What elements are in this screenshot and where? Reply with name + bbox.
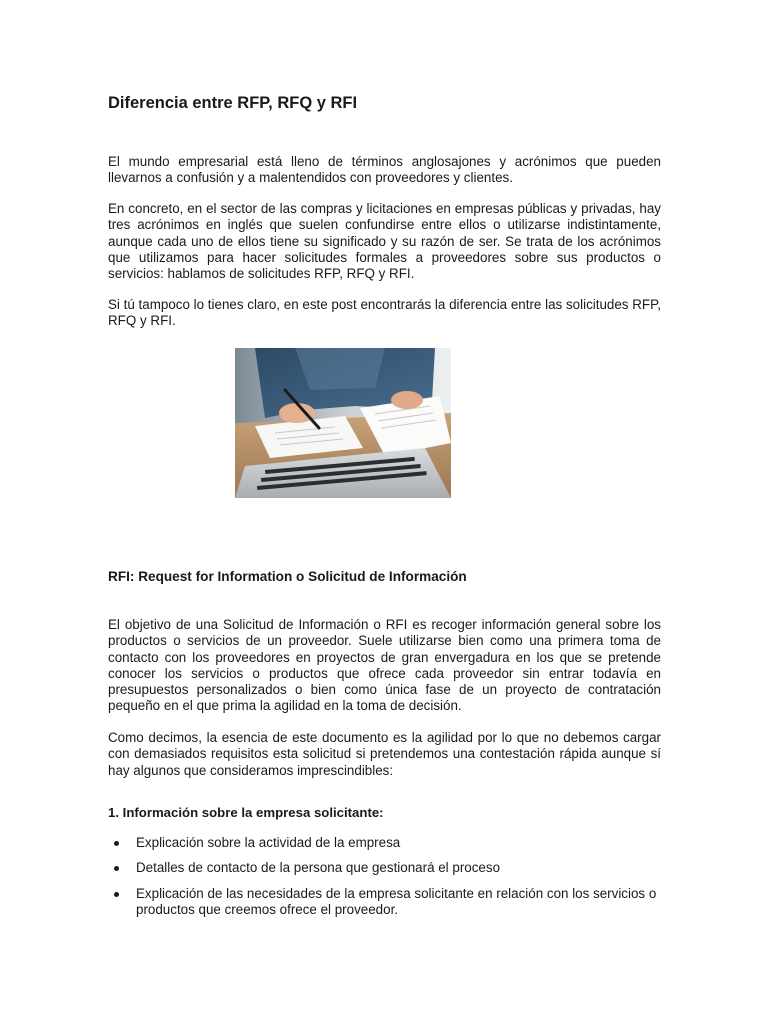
list-item — [108, 886, 661, 919]
office-photo — [235, 348, 451, 498]
photo-illustration — [235, 348, 451, 498]
list-item-text: Explicación de las necesidades de la empresa solicitante en relación con los servicios o productos que creemos ofrece el proveedor. — [136, 885, 657, 917]
bullet-icon — [114, 841, 119, 846]
rfi-paragraph-2: Como decimos, la esencia de este documento es la agilidad por lo que no debemos cargar con demasiados requisitos esta solicitud si pretendemos una contestación rápida aunque sí hay algunos que consideramos imprescindibles: — [108, 730, 661, 778]
intro-paragraph-3: Si tú tampoco lo tienes claro, en este post encontrarás la diferencia entre las solicitudes RFP, RFQ y RFI. — [108, 297, 661, 329]
intro-paragraph-1: El mundo empresarial está lleno de términos anglosajones y acrónimos que pueden llevarnos a confusión y a malentendidos con proveedores y clientes. — [108, 154, 661, 186]
rfi-section-heading: RFI: Request for Information o Solicitud de Información — [108, 569, 467, 584]
rfi-subheading: 1. Información sobre la empresa solicitante: — [108, 805, 384, 820]
requirements-list — [108, 835, 661, 927]
list-item — [108, 835, 661, 851]
intro-paragraph-2: En concreto, en el sector de las compras y licitaciones en empresas públicas y privadas, hay tres acrónimos en inglés que suelen confundirse entre ellos o utilizarse indistintamente, aunque cada uno de ellos tiene su significado y su razón de ser. Se trata de los acrónimos que utilizamos para hacer solicitudes formales a proveedores sobre sus productos o servicios: hablamos de solicitudes RFP, RFQ y RFI. — [108, 201, 661, 282]
list-item — [108, 860, 661, 876]
list-item-text: Detalles de contacto de la persona que gestionará el proceso — [136, 860, 501, 876]
rfi-paragraph-1: El objetivo de una Solicitud de Información o RFI es recoger información general sobre los productos o servicios de un proveedor. Suele utilizarse bien como una primera toma de contacto con los proveedores en proyectos de gran envergadura en los que se pretende conocer los servicios o productos que ofrece cada proveedor sin entrar todavía en presupuestos personalizados o bien como única fase de un proyecto de contratación pequeño en el que prima la agilidad en la toma de decisión. — [108, 617, 661, 714]
document-title: Diferencia entre RFP, RFQ y RFI — [108, 94, 358, 112]
bullet-icon — [114, 892, 119, 897]
bullet-icon — [114, 866, 119, 871]
list-item-text: Explicación sobre la actividad de la empresa — [136, 835, 401, 850]
